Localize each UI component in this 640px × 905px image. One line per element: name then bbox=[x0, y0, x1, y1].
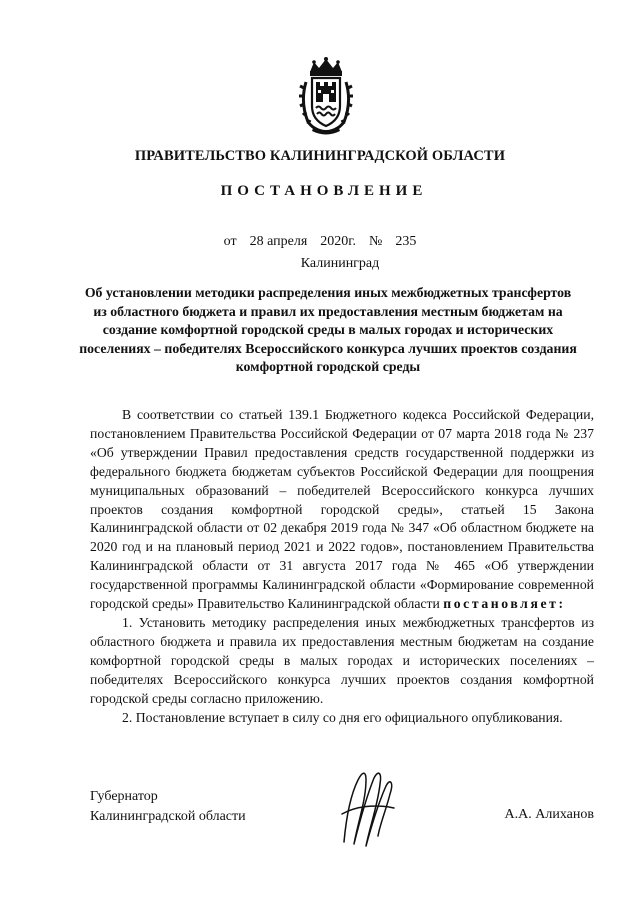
item-1: 1. Установить методику распределения иных межбюджетных трансфертов из областного бюджета и правила их предоставления местным бюджетам на создание комфортной городской среды в малых городах и исторических поселениях – победителях Всероссийского конкурса лучших проектов создания комфортной городской среды согласно приложению. bbox=[90, 614, 594, 706]
signer-position bbox=[90, 787, 246, 827]
coat-of-arms-icon bbox=[296, 56, 356, 136]
government-name: ПРАВИТЕЛЬСТВО КАЛИНИНГРАДСКОЙ ОБЛАСТИ bbox=[134, 148, 506, 164]
number-sign: № bbox=[368, 234, 383, 249]
date-line bbox=[0, 234, 640, 250]
document-body bbox=[90, 406, 594, 727]
date-year: 2020 bbox=[320, 234, 349, 249]
signer-position-line1: Губернатор bbox=[90, 789, 158, 804]
document-number: 235 bbox=[395, 234, 417, 249]
preamble-text: В соответствии со статьей 139.1 Бюджетного кодекса Российской Федерации, постановлением Правительства Российской Федерации от 07 марта 2018 года № 237 «Об утверждении Правил предоставления средств государственной поддержки из федерального бюджета бюджетам субъектов Российской Федерации для поощрения муниципальных образований – победителей Всероссийского конкурса лучших проектов создания комфортной городской среды», статьей 15 Закона Калининградской области от 02 декабря 2019 года № 347 «Об областном бюджете на 2020 год и на плановый период 2021 и 2022 годов», постановлением Правительства Калининградской области от 31 августа 2017 года № 465 «Об утверждении государственной программы Калининградской области «Формирование современной городской среды» Правительство Калининградской области bbox=[90, 407, 594, 612]
resolves-word: постановляет: bbox=[443, 596, 566, 612]
date-value: 28 апреля bbox=[249, 234, 308, 249]
item-2: 2. Постановление вступает в силу со дня его официального опубликования. bbox=[122, 709, 563, 725]
document-subject: Об установлении методики распределения иных межбюджетных трансфертов из областного бюджета и правил их предоставления местным бюджетам на создание комфортной городской среды в малых городах и исторических поселениях – победителях Всероссийского конкурса лучших проектов создания комфортной городской среды bbox=[79, 285, 577, 375]
date-prefix: от bbox=[223, 234, 237, 249]
signer-name: А.А. Алиханов bbox=[504, 807, 594, 822]
handwritten-signature bbox=[336, 760, 398, 850]
year-suffix: г. bbox=[348, 234, 356, 249]
city: Калининград bbox=[300, 256, 380, 271]
document-type: ПОСТАНОВЛЕНИЕ bbox=[220, 183, 428, 199]
preamble-paragraph bbox=[90, 406, 594, 614]
signer-position-line2: Калининградской области bbox=[90, 809, 246, 824]
